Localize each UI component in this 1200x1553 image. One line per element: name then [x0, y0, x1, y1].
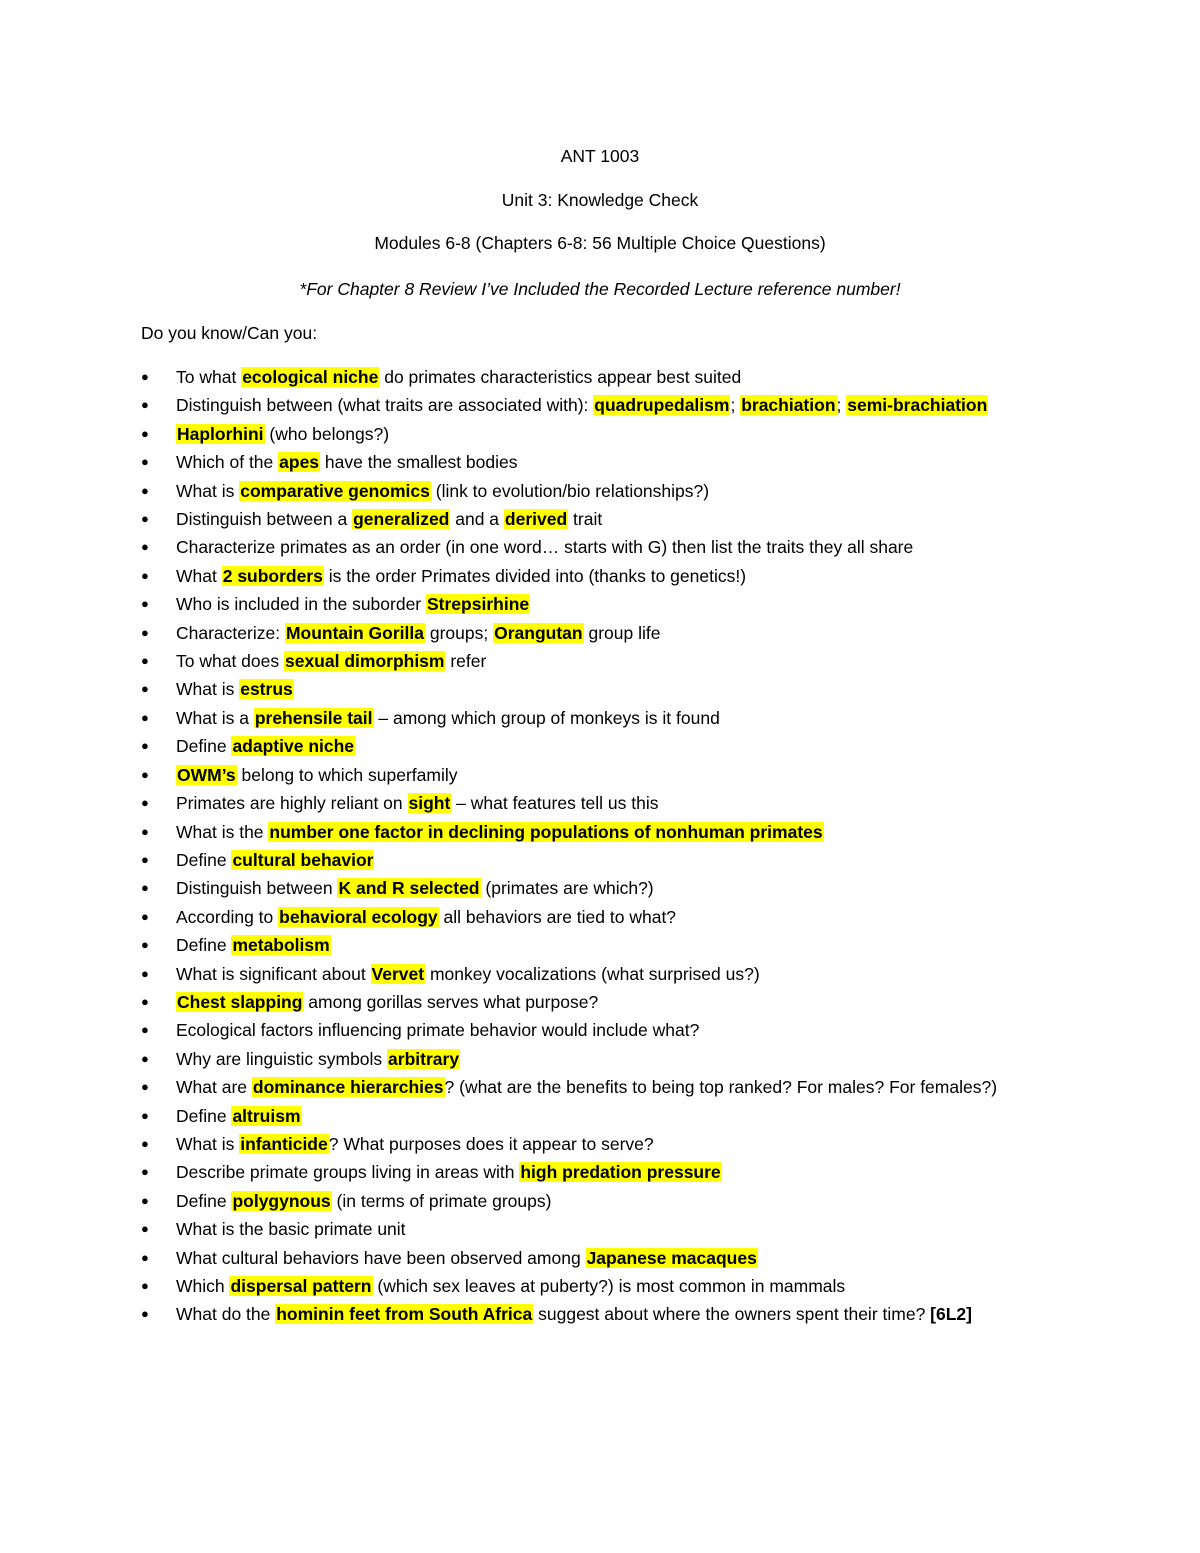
bullet-icon: ● [141, 1164, 149, 1180]
question-text: Why are linguistic symbols [176, 1048, 388, 1069]
list-item [0, 533, 1200, 561]
highlighted-term: arbitrary [388, 1048, 460, 1069]
highlighted-term: dominance hierarchies [252, 1077, 444, 1098]
highlighted-term: 2 suborders [222, 565, 323, 586]
question-text: Define [176, 935, 232, 956]
question-text: (who belongs?) [264, 423, 390, 444]
list-item [0, 562, 1200, 590]
question-text: Define [176, 1190, 232, 1211]
question-text: Ecological factors influencing primate behavior would include what? [176, 1020, 700, 1041]
bullet-icon: ● [141, 908, 149, 924]
bullet-icon: ● [141, 851, 149, 867]
highlighted-term: Vervet [371, 963, 425, 984]
question-text: ? What purposes does it appear to serve? [328, 1133, 654, 1154]
lecture-reference: [6L2] [930, 1304, 972, 1325]
highlighted-term: polygynous [232, 1190, 331, 1211]
question-text: Distinguish between [176, 878, 338, 899]
question-text: Define [176, 736, 232, 757]
bullet-icon: ● [141, 511, 149, 527]
question-text: Distinguish between a [176, 509, 353, 530]
list-item [0, 1130, 1200, 1158]
question-text: refer [445, 651, 487, 672]
question-text: To what does [176, 651, 284, 672]
highlighted-term: comparative genomics [240, 480, 430, 501]
list-item [0, 1073, 1200, 1101]
list-item [0, 931, 1200, 959]
bullet-icon: ● [141, 937, 149, 953]
question-text: – among which group of monkeys is it found [373, 707, 720, 728]
question-text: Primates are highly reliant on [176, 793, 408, 814]
list-item [0, 420, 1200, 448]
bullet-icon: ● [141, 1249, 149, 1265]
highlighted-term: generalized [353, 509, 450, 530]
list-item [0, 903, 1200, 931]
list-item [0, 1215, 1200, 1243]
bullet-icon: ● [141, 1135, 149, 1151]
highlighted-term: high predation pressure [520, 1162, 721, 1183]
question-text: among gorillas serves what purpose? [303, 991, 599, 1012]
question-text: What is [176, 1133, 240, 1154]
question-text: do primates characteristics appear best suited [379, 367, 742, 387]
highlighted-term: prehensile tail [254, 707, 373, 728]
question-text: Characterize primates as an order (in one word… starts with G) then list the traits they all share [176, 537, 914, 558]
question-text: According to [176, 906, 279, 927]
bullet-icon: ● [141, 738, 149, 754]
highlighted-term: sexual dimorphism [284, 651, 445, 672]
bullet-icon: ● [141, 823, 149, 839]
list-item [0, 789, 1200, 817]
list-item [0, 675, 1200, 703]
question-text: all behaviors are tied to what? [438, 906, 677, 927]
highlighted-term: hominin feet from South Africa [276, 1304, 533, 1325]
highlighted-term: Haplorhini [177, 423, 264, 444]
bullet-icon: ● [141, 993, 149, 1009]
question-text: (primates are which?) [480, 878, 654, 899]
question-text: (link to evolution/bio relationships?) [430, 480, 710, 501]
highlighted-term: altruism [232, 1105, 301, 1126]
question-text: Describe primate groups living in areas with [176, 1162, 520, 1183]
highlighted-term: Japanese macaques [586, 1247, 757, 1268]
bullet-icon: ● [141, 766, 149, 782]
list-item [0, 1244, 1200, 1272]
bullet-icon: ● [141, 1306, 149, 1322]
list-item [0, 704, 1200, 732]
list-item [0, 761, 1200, 789]
question-text: suggest about where the owners spent their time? [533, 1304, 931, 1325]
highlighted-term: dispersal pattern [230, 1276, 372, 1296]
question-text: Which of the [176, 452, 279, 473]
list-item [0, 960, 1200, 988]
question-text: What is the basic primate unit [176, 1219, 406, 1240]
highlighted-term: apes [279, 452, 320, 473]
question-list [0, 363, 1200, 1329]
highlighted-term: Mountain Gorilla [285, 622, 424, 643]
bullet-icon: ● [141, 482, 149, 498]
list-item [0, 647, 1200, 675]
question-text: (in terms of primate groups) [331, 1190, 552, 1211]
list-item [0, 846, 1200, 874]
question-text: ; [836, 395, 847, 416]
question-text: Who is included in the suborder [176, 594, 426, 615]
list-item [0, 363, 1200, 391]
chapter-note: *For Chapter 8 Review I’ve Included the Recorded Lecture reference number! [299, 279, 901, 299]
highlighted-term: brachiation [741, 395, 836, 416]
question-text: group life [583, 622, 661, 643]
highlighted-term: sight [408, 793, 451, 814]
bullet-icon: ● [141, 454, 149, 470]
question-text: Distinguish between (what traits are associated with): [176, 395, 594, 416]
question-text: What cultural behaviors have been observed among [176, 1247, 586, 1268]
question-text: To what [176, 367, 242, 387]
unit-title: Unit 3: Knowledge Check [501, 190, 699, 210]
highlighted-term: Orangutan [494, 622, 583, 643]
question-text: What is [176, 679, 240, 700]
bullet-icon: ● [141, 567, 149, 583]
list-item [0, 477, 1200, 505]
bullet-icon: ● [141, 880, 149, 896]
question-text: What is the [176, 821, 269, 842]
intro-prompt: Do you know/Can you: [141, 323, 318, 343]
bullet-icon: ● [141, 1192, 149, 1208]
question-text: What do the [176, 1304, 276, 1325]
list-item [0, 1300, 1200, 1328]
bullet-icon: ● [141, 539, 149, 555]
bullet-icon: ● [141, 369, 149, 384]
highlighted-term: infanticide [240, 1133, 328, 1154]
question-text: – what features tell us this [451, 793, 659, 814]
question-text: groups; [425, 622, 494, 643]
course-code: ANT 1003 [560, 146, 640, 166]
question-text: ; [730, 395, 741, 416]
bullet-icon: ● [141, 624, 149, 640]
bullet-icon: ● [141, 596, 149, 612]
highlighted-term: quadrupedalism [594, 395, 730, 416]
bullet-icon: ● [141, 425, 149, 441]
question-text: ? (what are the benefits to being top ranked? For males? For females?) [444, 1077, 998, 1098]
bullet-icon: ● [141, 965, 149, 981]
question-text: Define [176, 1105, 232, 1126]
bullet-icon: ● [141, 1022, 149, 1038]
list-item [0, 988, 1200, 1016]
bullet-icon: ● [141, 795, 149, 811]
highlighted-term: Strepsirhine [427, 594, 530, 615]
list-item [0, 505, 1200, 533]
list-item [0, 874, 1200, 902]
highlighted-term: behavioral ecology [279, 906, 438, 927]
highlighted-term: derived [504, 509, 568, 530]
list-item [0, 1158, 1200, 1186]
question-text: Which [176, 1276, 230, 1296]
list-item [0, 1187, 1200, 1215]
list-item [0, 1016, 1200, 1044]
list-item [0, 1272, 1200, 1300]
list-item [0, 391, 1200, 419]
question-text: (which sex leaves at puberty?) is most common in mammals [372, 1276, 846, 1296]
question-text: Characterize: [176, 622, 285, 643]
bullet-icon: ● [141, 709, 149, 725]
question-text: Define [176, 849, 232, 870]
highlighted-term: metabolism [232, 935, 330, 956]
modules-line: Modules 6-8 (Chapters 6-8: 56 Multiple Choice Questions) [374, 233, 826, 253]
bullet-icon: ● [141, 1278, 149, 1293]
highlighted-term: adaptive niche [232, 736, 355, 757]
question-text: What is significant about [176, 963, 371, 984]
highlighted-term: cultural behavior [232, 849, 374, 870]
highlighted-term: Chest slapping [177, 991, 303, 1012]
list-item [0, 1102, 1200, 1130]
highlighted-term: number one factor in declining populations of nonhuman primates [269, 821, 823, 842]
highlighted-term: estrus [240, 679, 293, 700]
question-text: What are [176, 1077, 252, 1098]
question-text: What is a [176, 707, 254, 728]
list-item [0, 732, 1200, 760]
highlighted-term: semi-brachiation [847, 395, 988, 416]
bullet-icon: ● [141, 681, 149, 697]
question-text: belong to which superfamily [236, 764, 458, 785]
list-item [0, 818, 1200, 846]
question-text: monkey vocalizations (what surprised us?) [425, 963, 760, 984]
bullet-icon: ● [141, 1107, 149, 1123]
list-item [0, 590, 1200, 618]
bullet-icon: ● [141, 1079, 149, 1095]
question-text: trait [568, 509, 603, 530]
highlighted-term: ecological niche [242, 367, 379, 387]
list-item [0, 1045, 1200, 1073]
question-text: What [176, 565, 222, 586]
list-item [0, 619, 1200, 647]
bullet-icon: ● [141, 1221, 149, 1237]
bullet-icon: ● [141, 653, 149, 669]
bullet-icon: ● [141, 397, 149, 413]
question-text: have the smallest bodies [320, 452, 518, 473]
highlighted-term: OWM’s [177, 764, 236, 785]
question-text: and a [450, 509, 504, 530]
list-item [0, 448, 1200, 476]
question-text: What is [176, 480, 240, 501]
highlighted-term: K and R selected [338, 878, 480, 899]
question-text: is the order Primates divided into (thanks to genetics!) [323, 565, 747, 586]
bullet-icon: ● [141, 1050, 149, 1066]
